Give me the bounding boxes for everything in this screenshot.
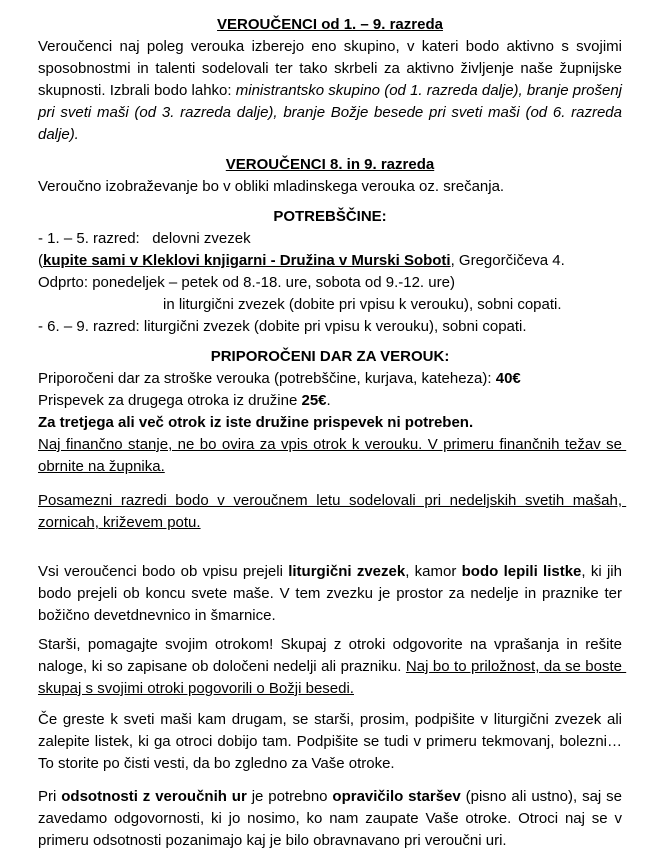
- paragraph: [38, 634, 627, 700]
- paragraph: [38, 176, 622, 198]
- paragraph-spacer: [38, 478, 622, 490]
- text-run: Za tretjega ali več otrok iz iste družine prispevek ni potreben.: [38, 414, 474, 431]
- text-run: , kamor: [405, 563, 462, 580]
- text-run: Odprto: ponedeljek – petek od 8.-18. ure, sobota od 9.-12. ure): [38, 274, 455, 291]
- text-run: ministrantsko skupino (od 1. razreda dalje), branje prošenj pri sveti maši (od 3. razreda dalje), branje Božje besede pri sveti maši (od 6. razreda dalje).: [38, 82, 627, 143]
- paragraph: [38, 709, 627, 775]
- text-run: je potrebno: [246, 788, 333, 805]
- paragraph: [38, 412, 622, 434]
- text-run: opravičilo staršev: [332, 788, 461, 805]
- paragraph: [38, 316, 622, 338]
- paragraph: [38, 368, 622, 390]
- text-run: Prispevek za drugega otroka iz družine: [38, 392, 302, 409]
- text-run: Vsi veroučenci bodo ob vpisu prejeli: [38, 563, 289, 580]
- text-run: Naj finančno stanje, ne bo ovira za vpis otrok k verouku. V primeru finančnih težav se obrnite na župnika.: [38, 436, 627, 475]
- paragraph: [38, 250, 622, 272]
- text-run: 25€: [301, 392, 327, 409]
- text-run: , ki jih bodo prejeli ob koncu svete maše. V tem zvezku je prostor za nedelje in praznike ter božično devetdnevnico in šmarnice.: [38, 563, 627, 624]
- section-heading: [38, 154, 622, 176]
- paragraph-spacer: [38, 775, 622, 786]
- section-heading: [38, 14, 622, 36]
- text-run: (pisno ali ustno), saj se zavedamo odgovornosti, ki jo nosimo, ko nam zaupate Vaše otroke. Otroci naj se v primeru odsotnosti pozanimajo kaj je bilo obravnavano pri veroučni uri.: [38, 788, 627, 849]
- paragraph: [38, 390, 622, 412]
- paragraph: [38, 490, 627, 534]
- text-run: in liturgični zvezek (dobite pri vpisu k verouku), sobni copati.: [163, 296, 562, 313]
- section-heading: [38, 346, 622, 368]
- paragraph: [38, 228, 622, 250]
- text-run: VEROUČENCI 8. in 9. razreda: [225, 156, 435, 173]
- text-run: bodo lepili listke: [461, 563, 582, 580]
- text-run: liturgični zvezek: [288, 563, 406, 580]
- text-run: (: [38, 252, 43, 269]
- text-run: odsotnosti z veroučnih ur: [61, 788, 247, 805]
- text-run: Veroučno izobraževanje bo v obliki mladinskega verouka oz. srečanja.: [38, 178, 505, 195]
- section-heading: [38, 206, 622, 228]
- text-run: Veroučenci naj poleg verouka izberejo eno skupino, v kateri bodo aktivno s svojimi sposobnostmi in talenti sodelovali ter tako skrbeli za aktivno življenje naše župnijske skupnosti. Izbrali bodo lahko:: [38, 38, 627, 99]
- text-run: - 6. – 9. razred: liturgični zvezek (dobite pri vpisu k verouku), sobni copati.: [38, 318, 527, 335]
- paragraph: [38, 561, 627, 627]
- text-run: PRIPOROČENI DAR ZA VEROUK:: [210, 348, 450, 365]
- paragraph: [38, 434, 627, 478]
- text-run: Starši, pomagajte svojim otrokom! Skupaj z otroki odgovorite na vprašanja in rešite naloge, ki so zapisane ob določeni nedelji ali prazniku.: [38, 636, 627, 675]
- text-run: POTREBŠČINE:: [273, 208, 387, 225]
- text-run: , Gregorčičeva 4.: [450, 252, 565, 269]
- paragraph: [38, 36, 627, 146]
- text-run: Posamezni razredi bodo v veroučnem letu sodelovali pri nedeljskih svetih mašah, zornicah, križevem potu.: [38, 492, 627, 531]
- paragraph-spacer: [38, 700, 622, 709]
- text-run: - 1. – 5. razred: delovni zvezek: [38, 230, 251, 247]
- text-run: Pri: [38, 788, 62, 805]
- paragraph: [38, 272, 622, 294]
- text-run: VEROUČENCI od 1. – 9. razreda: [217, 16, 443, 33]
- paragraph: [38, 786, 627, 852]
- text-run: .: [326, 392, 331, 409]
- paragraph: [38, 294, 622, 316]
- text-run: 40€: [495, 370, 521, 387]
- document-body: [38, 14, 627, 852]
- paragraph-spacer: [38, 534, 622, 561]
- text-run: kupite sami v Kleklovi knjigarni - Družina v Murski Soboti: [43, 252, 451, 269]
- text-run: Naj bo to priložnost, da se boste skupaj s svojimi otroki pogovorili o Božji besedi.: [38, 658, 627, 697]
- text-run: Če greste k sveti maši kam drugam, se starši, prosim, podpišite v liturgični zvezek ali zalepite listek, ki ga otroci dobijo tam. Podpišite se tudi v primeru tekmovanj, bolezni… To storite po čisti vesti, da bo zgledno za Vaše otroke.: [38, 711, 627, 772]
- paragraph-spacer: [38, 627, 622, 634]
- text-run: Priporočeni dar za stroške verouka (potrebščine, kurjava, kateheza):: [38, 370, 496, 387]
